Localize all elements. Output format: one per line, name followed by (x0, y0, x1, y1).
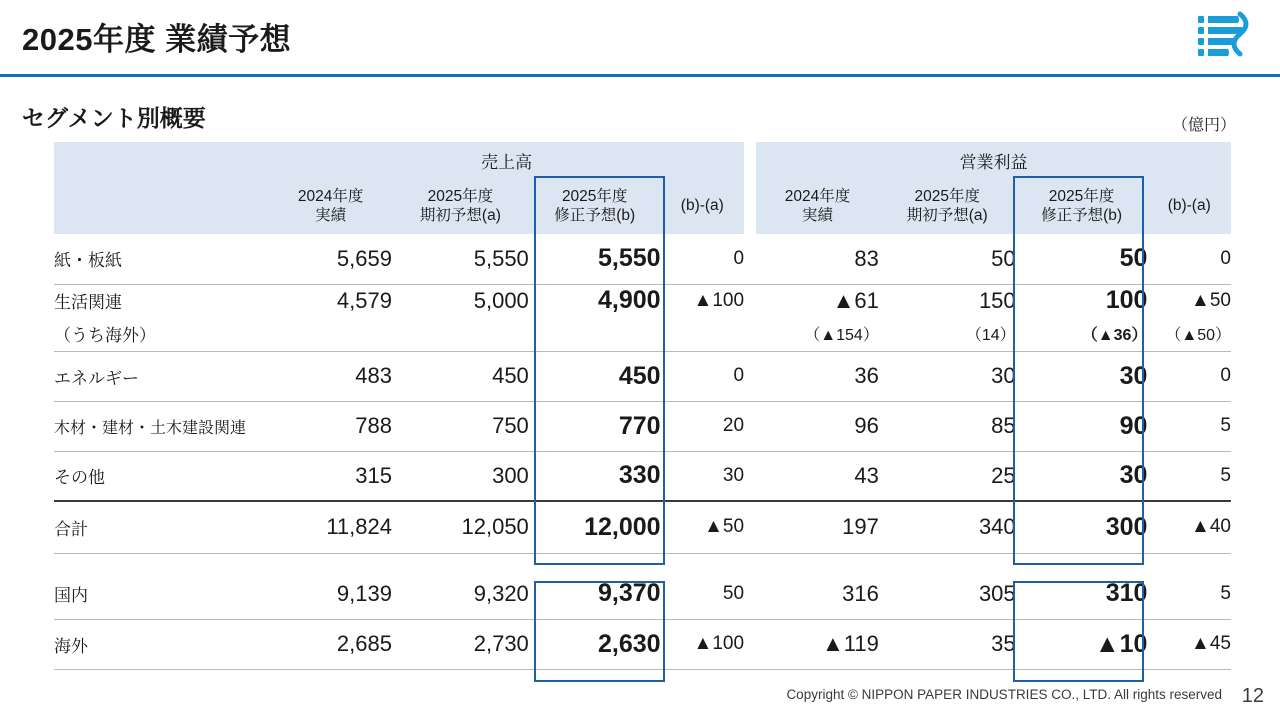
subheader-sales-fy2024-actual (269, 178, 392, 234)
cell-sales-diff: 30 (661, 451, 744, 501)
cell-sales-fy2024: 11,824 (269, 501, 392, 553)
cell-profit-diff: 5 (1147, 401, 1231, 451)
cell-sales-initial: 9,320 (392, 569, 529, 619)
cell-sales-initial: 2,730 (392, 619, 529, 669)
table-row-total (54, 501, 1231, 553)
header-divider (0, 74, 1280, 77)
cell-profit-revised: 30 (1016, 351, 1148, 401)
cell-sales-initial: 5,550 (392, 234, 529, 284)
cell-sales-revised: 2,630 (529, 619, 661, 669)
cell-profit-revised: 300 (1016, 501, 1148, 553)
cell-sales-diff: 50 (661, 569, 744, 619)
table-row (54, 234, 1231, 284)
cell-profit-fy2024: ▲61 (832, 287, 879, 313)
subheader-sales-fy2025-initial (392, 178, 529, 234)
subheader-line2: 実績 (801, 207, 833, 224)
subheader-line2: 修正予想(b) (1041, 207, 1123, 224)
table-gap-row (54, 553, 1231, 569)
subheader-line1: 2025年度 (427, 187, 494, 205)
cell-sales-initial: 750 (392, 401, 529, 451)
subheader-line2: 実績 (315, 207, 347, 224)
cell-profit-initial: 340 (879, 501, 1016, 553)
table-row (54, 619, 1231, 669)
subheader-line1: 2025年度 (914, 187, 980, 205)
cell-profit-initial: 50 (879, 234, 1016, 284)
gap-cell (269, 553, 392, 569)
cell-profit-fy2024: 96 (756, 401, 879, 451)
slide-header (0, 0, 1280, 76)
subheader-profit-fy2025-initial (879, 178, 1016, 234)
subheader-sales-diff: (b)-(a) (661, 178, 744, 234)
cell-profit-initial: 150 (978, 287, 1016, 313)
row-separator (744, 234, 756, 284)
unit-note: （億円） (1171, 117, 1236, 134)
cell-profit-diff: 0 (1147, 351, 1231, 401)
cell-sales-revised: 450 (529, 351, 661, 401)
row-label: 生活関連 (54, 293, 122, 313)
cell-sales-diff: ▲100 (661, 619, 744, 669)
subheader-line1: 2024年度 (784, 187, 851, 205)
cell-sales-fy2024: 9,139 (269, 569, 392, 619)
page-title: 2025年度 業績予想 (22, 22, 292, 57)
cell-sales-fy2024: 788 (269, 401, 392, 451)
row-separator (744, 401, 756, 451)
cell-sales-initial: 450 (392, 351, 529, 401)
subheader-line2: 期初予想(a) (419, 207, 501, 224)
cell-profit-revised-sub: （▲36） (1016, 317, 1148, 351)
cell-profit-fy2024: 316 (756, 569, 879, 619)
gap-cell (1147, 553, 1231, 569)
row-label: 木材・建材・土木建設関連 (54, 401, 269, 451)
segment-table (54, 142, 1231, 670)
cell-profit-initial: 30 (879, 351, 1016, 401)
table-row-sub (54, 317, 1231, 351)
cell-profit-fy2024: 36 (756, 351, 879, 401)
cell-profit-revised: 100 (1105, 286, 1148, 315)
cell-profit-diff: ▲40 (1147, 501, 1231, 553)
cell-profit-initial: 25 (879, 451, 1016, 501)
subheader-line2: 修正予想(b) (554, 207, 636, 224)
group-header-operating-income: 営業利益 (756, 142, 1231, 178)
row-separator (744, 317, 756, 351)
row-label: 紙・板紙 (54, 234, 269, 284)
gap-cell (756, 553, 879, 569)
header-separator (744, 142, 756, 178)
cell-sales-diff: ▲100 (693, 289, 745, 311)
row-separator (744, 351, 756, 401)
group-header-sales: 売上高 (269, 142, 744, 178)
subheader-line1: 2025年度 (1048, 187, 1115, 205)
cell-profit-diff: 5 (1147, 451, 1231, 501)
table-row (54, 284, 1231, 317)
cell-profit-diff: ▲45 (1147, 619, 1231, 669)
row-separator (744, 501, 756, 553)
row-separator (744, 619, 756, 669)
cell-profit-diff: 0 (1147, 234, 1231, 284)
cell-sales-initial: 5,000 (473, 287, 529, 313)
gap-cell (54, 553, 269, 569)
nippon-paper-logo-icon (1196, 10, 1258, 62)
cell-profit-revised: 90 (1016, 401, 1148, 451)
cell-sales-initial-sub (392, 317, 529, 351)
subheader-line2: 期初予想(a) (906, 207, 988, 224)
cell-sales-diff: 20 (661, 401, 744, 451)
copyright-text: Copyright © NIPPON PAPER INDUSTRIES CO., LTD. All rights reserved (786, 687, 1222, 702)
subheader-sales-fy2025-revised (529, 178, 661, 234)
row-label: その他 (54, 451, 269, 501)
gap-cell (661, 553, 744, 569)
subheader-separator (744, 178, 756, 234)
cell-sales-fy2024: 2,685 (269, 619, 392, 669)
cell-profit-fy2024-sub: （▲154） (756, 317, 879, 351)
cell-profit-fy2024: 43 (756, 451, 879, 501)
subheader-profit-diff: (b)-(a) (1147, 178, 1231, 234)
cell-sales-fy2024: 483 (269, 351, 392, 401)
cell-profit-diff: ▲50 (1191, 289, 1231, 311)
cell-sales-fy2024: 4,579 (336, 287, 392, 313)
cell-sales-fy2024: 315 (269, 451, 392, 501)
table-group-header-row (54, 142, 1231, 178)
row-label: エネルギー (54, 351, 269, 401)
segment-table-container (54, 142, 1231, 670)
cell-sales-revised: 9,370 (529, 569, 661, 619)
cell-sales-fy2024-sub (269, 317, 392, 351)
row-separator (744, 569, 756, 619)
subheader-corner-cell (54, 178, 269, 234)
gap-cell (879, 553, 1016, 569)
cell-profit-initial-sub: （14） (879, 317, 1016, 351)
subheader-profit-fy2024-actual (756, 178, 879, 234)
gap-cell (392, 553, 529, 569)
cell-sales-diff-sub (661, 317, 744, 351)
table-row (54, 451, 1231, 501)
subheader-line1: 2025年度 (561, 187, 628, 205)
gap-cell (744, 553, 756, 569)
cell-profit-revised: ▲10 (1016, 619, 1148, 669)
page-number: 12 (1241, 685, 1264, 707)
cell-profit-revised: 310 (1016, 569, 1148, 619)
gap-cell (1016, 553, 1148, 569)
cell-sales-revised: 330 (529, 451, 661, 501)
row-sublabel: （うち海外） (54, 317, 269, 351)
row-label: 海外 (54, 619, 269, 669)
table-row (54, 569, 1231, 619)
subheader-profit-fy2025-revised (1016, 178, 1148, 234)
row-separator (744, 451, 756, 501)
cell-sales-revised: 770 (529, 401, 661, 451)
table-row (54, 351, 1231, 401)
cell-profit-revised: 30 (1016, 451, 1148, 501)
gap-cell (529, 553, 661, 569)
cell-sales-diff: 0 (661, 234, 744, 284)
cell-profit-revised: 50 (1016, 234, 1148, 284)
cell-sales-diff: 0 (661, 351, 744, 401)
cell-profit-fy2024: 83 (756, 234, 879, 284)
table-sub-header-row (54, 178, 1231, 234)
cell-sales-initial: 12,050 (392, 501, 529, 553)
cell-profit-diff: 5 (1147, 569, 1231, 619)
cell-profit-initial: 305 (879, 569, 1016, 619)
cell-profit-initial: 35 (879, 619, 1016, 669)
section-title: セグメント別概要 (22, 105, 206, 131)
cell-sales-revised: 4,900 (598, 286, 661, 315)
cell-sales-revised: 12,000 (529, 501, 661, 553)
cell-sales-diff: ▲50 (661, 501, 744, 553)
cell-sales-initial: 300 (392, 451, 529, 501)
row-label: 合計 (54, 501, 269, 553)
header-corner-cell (54, 142, 269, 178)
cell-profit-initial: 85 (879, 401, 1016, 451)
cell-profit-diff-sub: （▲50） (1147, 317, 1231, 351)
cell-profit-fy2024: ▲119 (756, 619, 879, 669)
row-label: 国内 (54, 569, 269, 619)
subheader-line1: 2024年度 (297, 187, 364, 205)
cell-sales-revised-sub (529, 317, 661, 351)
cell-sales-revised: 5,550 (529, 234, 661, 284)
row-separator (744, 284, 756, 317)
cell-sales-fy2024: 5,659 (269, 234, 392, 284)
table-row (54, 401, 1231, 451)
cell-profit-fy2024: 197 (756, 501, 879, 553)
